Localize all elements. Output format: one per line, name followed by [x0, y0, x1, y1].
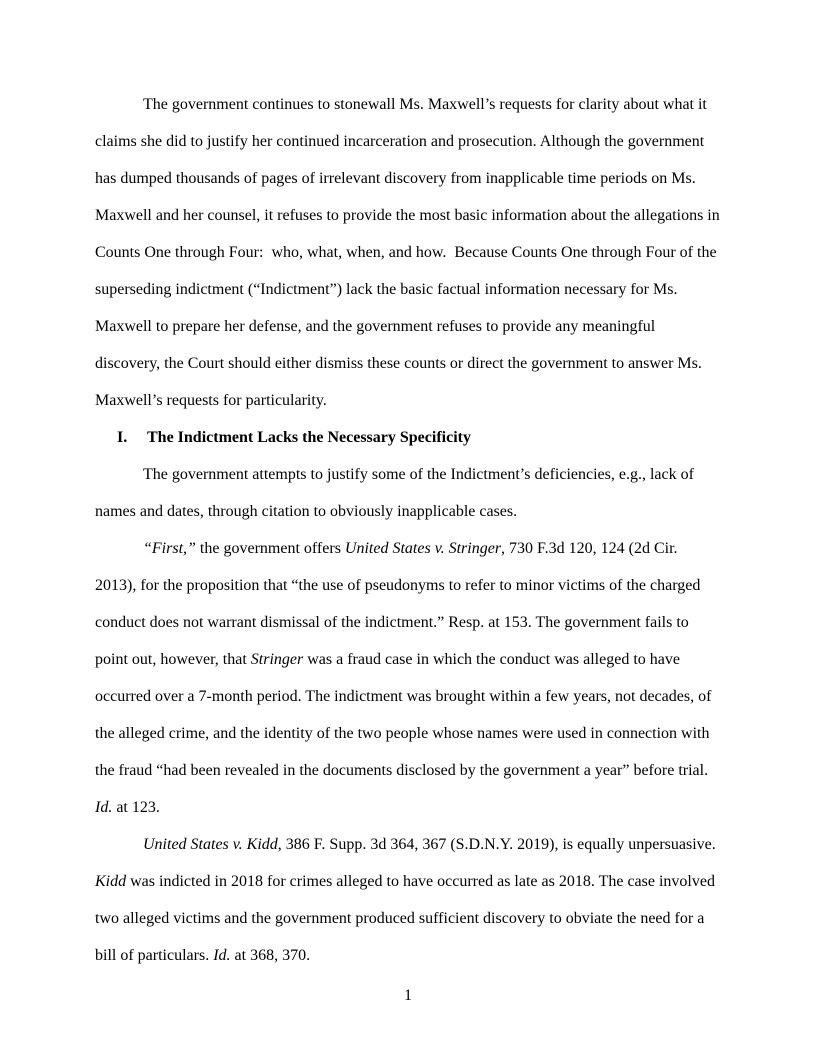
text-run: was indicted in 2018 for crimes alleged to have occurred as late as 2018. The case involved two alleged victims and the government produced sufficient discovery to obviate the need for a bill of particulars. [95, 873, 719, 964]
inapplicable-cases-paragraph [95, 456, 720, 530]
text-run: the government offers [195, 540, 345, 557]
text-run: was a fraud case in which the conduct was alleged to have occurred over a 7-month period. The indictment was brought within a few years, not decades, of the alleged crime, and the identity of the two people whose names were used in connection with the fraud “had been revealed in the documents disclosed by the government a year” before trial. [95, 651, 716, 779]
opening-paragraph [95, 86, 724, 419]
text-run: The government attempts to justify some of the Indictment’s deficiencies, e.g., lack of names and dates, through citation to obviously inapplicable cases. [95, 466, 698, 520]
italic-text-run: Id. [95, 799, 113, 816]
italic-text-run: United States v. Stringer [344, 540, 502, 557]
document-body [95, 86, 724, 974]
heading-number: I. [117, 429, 128, 446]
italic-text-run: Id. [213, 947, 231, 964]
text-run: at 368, 370. [230, 947, 311, 964]
page-number: 1 [404, 987, 412, 1004]
italic-text-run: Kidd [95, 873, 127, 890]
italic-text-run: United States v. Kidd [143, 836, 278, 853]
italic-text-run: “First,” [143, 540, 196, 557]
text-run: , 386 F. Supp. 3d 364, 367 (S.D.N.Y. 2019), is equally unpersuasive. [277, 836, 724, 853]
stringer-case-paragraph [95, 530, 720, 826]
text-run: The government continues to stonewall Ms. Maxwell’s requests for clarity about what it claims she did to justify her continued incarceration and prosecution. Although the government has dumped thousands of pages of irrelevant discovery from inapplicable time periods on Ms. Maxwell and her counsel, it refuses to provide the most basic information about the allegations in Counts One through Four: who, what, when, and how. Because Counts One through Four of the superseding indictment (“Indictment”) lack the basic factual information necessary for Ms. Maxwell to prepare her defense, and the government refuses to provide any meaningful discovery, the Court should either dismiss these counts or direct the government to answer Ms. Maxwell’s requests for particularity. [95, 96, 724, 409]
text-run: , 730 F.3d 120, 124 (2d Cir. 2013), for the proposition that “the use of pseudonyms to refer to minor victims of the charged conduct does not warrant dismissal of the indictment.” Resp. at 153. The government fails to point out, however, that [95, 540, 705, 668]
heading-title: The Indictment Lacks the Necessary Specificity [147, 429, 471, 446]
italic-text-run: Stringer [250, 651, 304, 668]
kidd-case-paragraph [95, 826, 724, 974]
text-run: at 123. [112, 799, 160, 816]
section-heading-specificity [95, 419, 720, 456]
